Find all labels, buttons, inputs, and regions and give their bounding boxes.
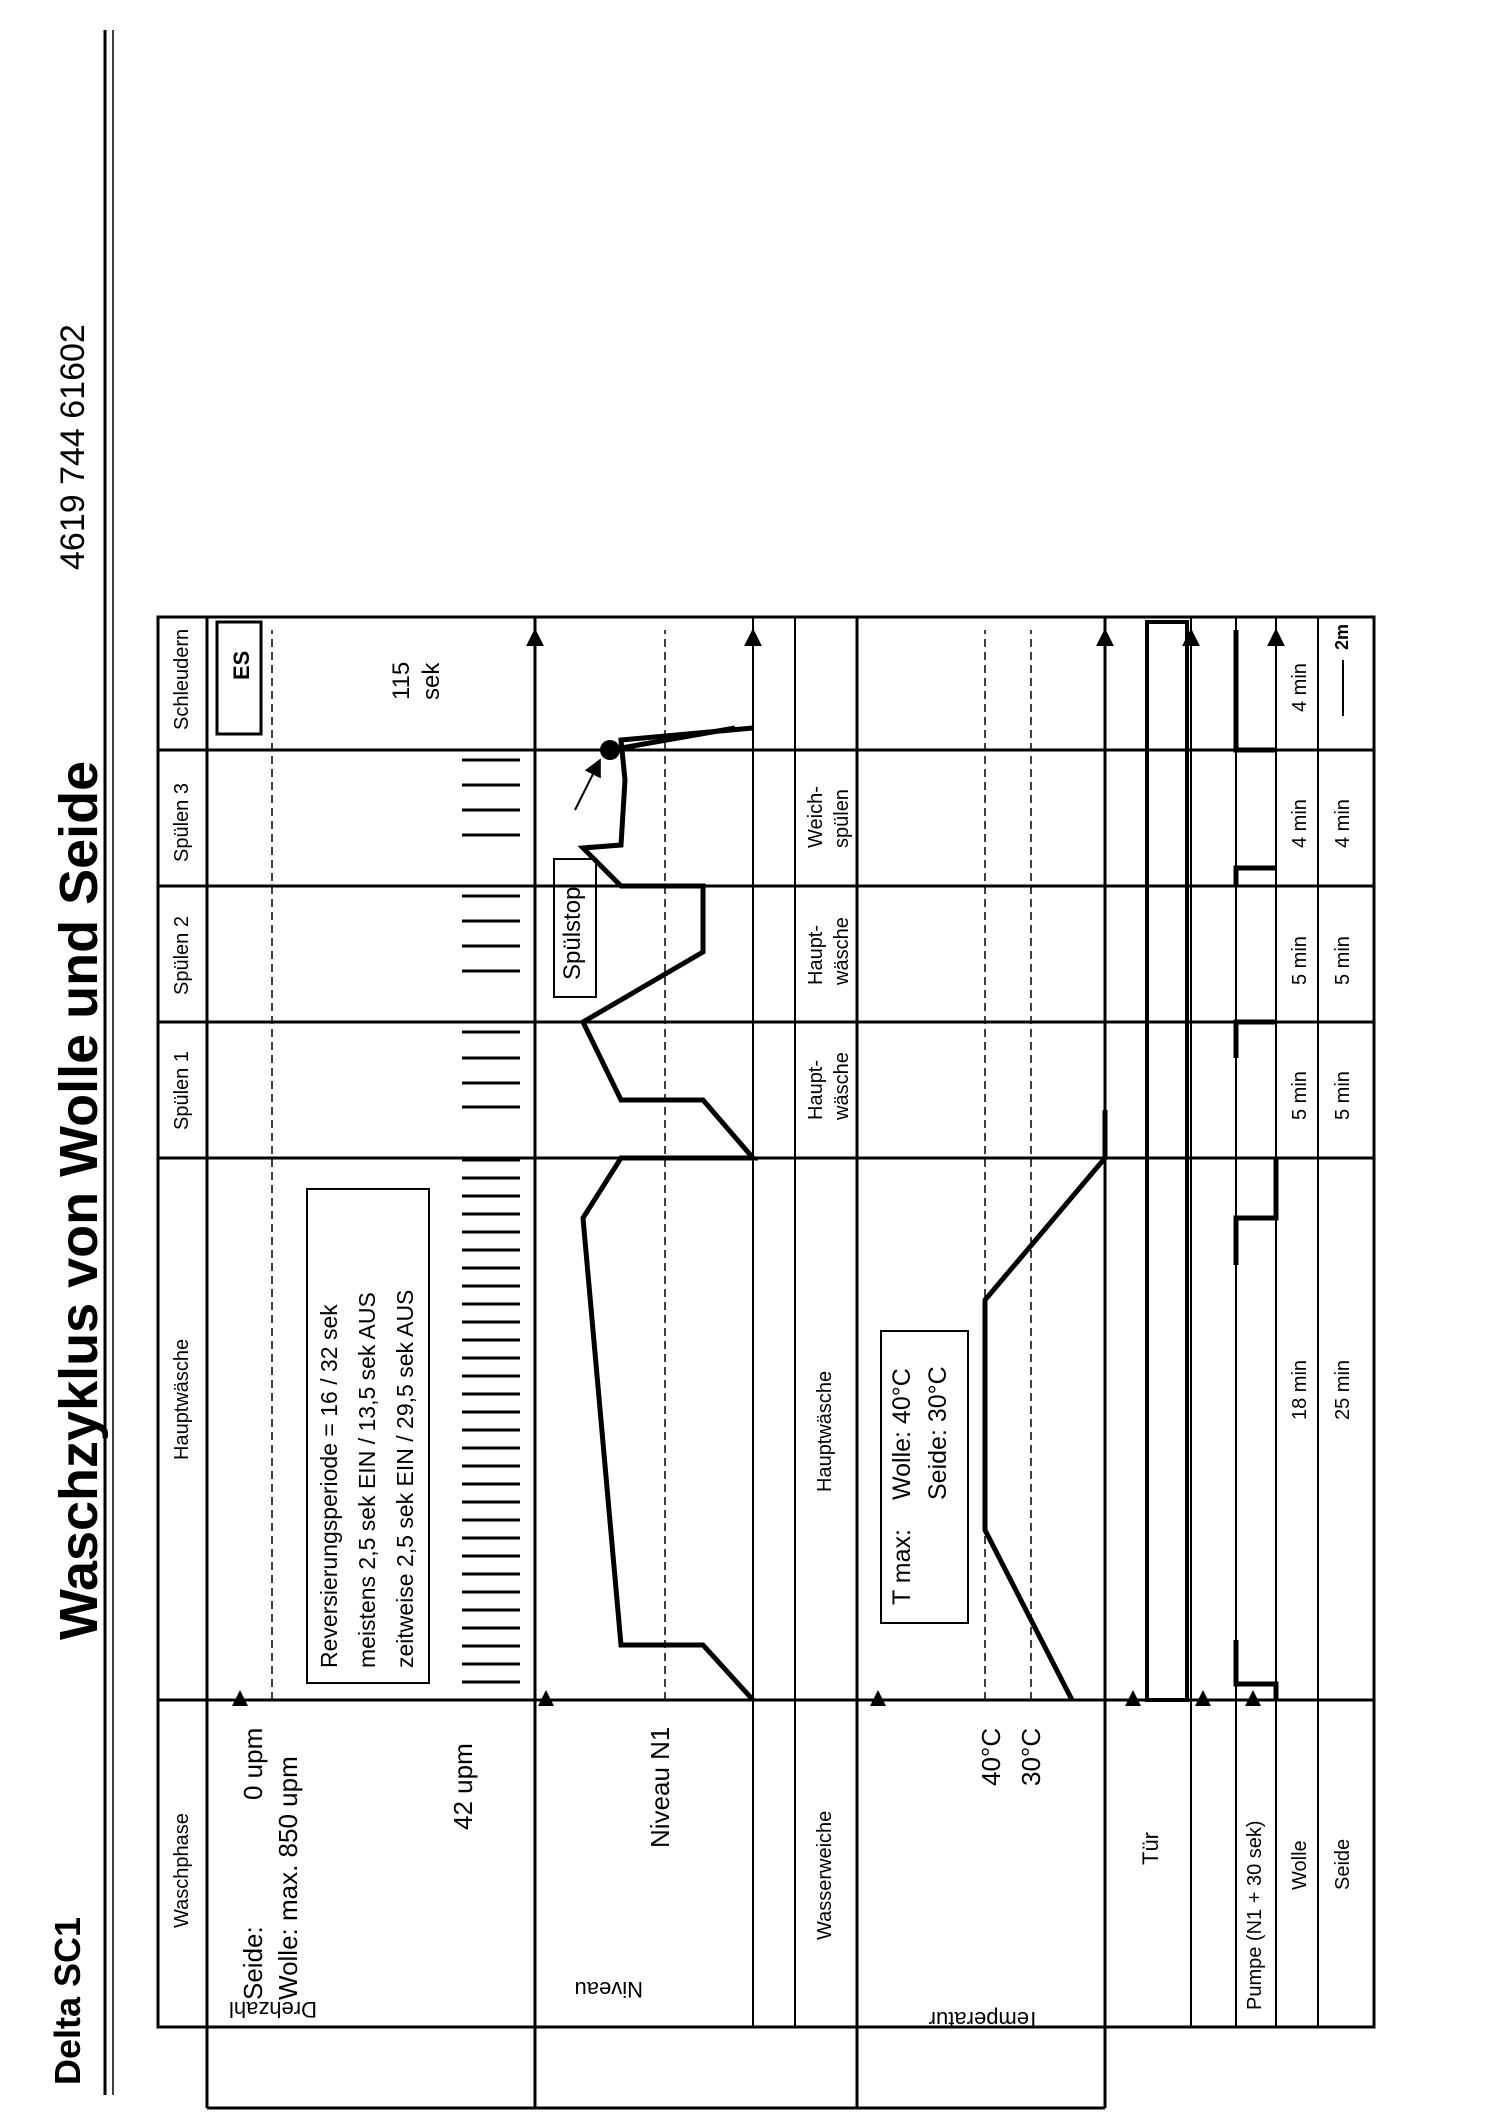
seide-label: Seide: — [238, 1926, 268, 2000]
water-switch-rinse-3: Weich- spülen — [805, 786, 853, 848]
model-label: Delta SC1 — [47, 1916, 88, 2085]
spuelstop-arrow — [575, 760, 600, 810]
phase-main-wash: Hauptwäsche — [171, 1338, 193, 1460]
wolle-speed: Wolle: max. 850 upm — [273, 1756, 303, 2000]
es-label: ES — [229, 650, 254, 680]
reversing-line-3: zeitweise 2,5 sek EIN / 29,5 sek AUS — [392, 1289, 418, 1668]
seide-speed: 0 upm — [238, 1727, 268, 1800]
temperature-curve — [985, 1110, 1105, 1700]
wolle-duration-main: 18 min — [1289, 1359, 1311, 1420]
water-switch-main: Hauptwäsche — [814, 1370, 836, 1492]
document-title: Waschzyklus von Wolle und Seide — [49, 760, 109, 1640]
row-label-niveau: Niveau — [574, 1977, 643, 2002]
water-switch-rinse-2: Haupt- wäsche — [805, 917, 853, 985]
level-curve — [583, 728, 753, 1700]
es-time-value: 115 — [388, 661, 415, 700]
level-n1-label: Niveau N1 — [645, 1726, 675, 1848]
reversing-line-2: meistens 2,5 sek EIN / 13,5 sek AUS — [354, 1292, 380, 1668]
door-line — [1147, 622, 1191, 1700]
wolle-duration-rinse-2: 5 min — [1289, 936, 1311, 985]
seide-spin-arrow-icon — [1342, 660, 1344, 716]
wolle-duration-rinse-1: 5 min — [1289, 1071, 1311, 1120]
spuelstop-label: Spülstop — [559, 886, 586, 980]
pump-label: Pumpe (N1 + 30 sek) — [1244, 1820, 1266, 2010]
seide-duration-rinse-2: 5 min — [1332, 936, 1354, 985]
water-switch-rinse-1: Haupt- wäsche — [805, 1052, 853, 1120]
seide-duration-label: Seide — [1332, 1838, 1354, 1890]
phase-rinse-3: Spülen 3 — [171, 783, 193, 862]
temp-30-label: 30°C — [1016, 1727, 1046, 1786]
tmax-label: T max: — [888, 1529, 916, 1605]
temp-40-label: 40°C — [976, 1727, 1006, 1786]
es-badge — [1218, 620, 1219, 621]
seide-duration-main: 25 min — [1332, 1359, 1354, 1420]
reversing-line-1: Reversierungsperiode = 16 / 32 sek — [316, 1304, 342, 1668]
pump-signal — [1236, 630, 1276, 1700]
tmax-seide: Seide: 30°C — [924, 1366, 952, 1500]
doc-number: 4619 744 61602 — [54, 324, 92, 570]
seide-duration-rinse-1: 5 min — [1332, 1071, 1354, 1120]
wolle-duration-spin: 4 min — [1289, 663, 1311, 712]
phase-column-label: Waschphase — [171, 1813, 193, 1928]
row-label-temperatur: Temperatur — [928, 2007, 1040, 2032]
seide-duration-rinse-3: 4 min — [1332, 799, 1354, 848]
phase-spin: Schleudern — [171, 628, 193, 730]
wolle-duration-label: Wolle — [1289, 1840, 1311, 1890]
tmax-wolle: Wolle: 40°C — [888, 1368, 916, 1500]
phase-rinse-2: Spülen 2 — [171, 916, 193, 995]
row-label-drehzahl: Drehzahl — [228, 1997, 317, 2022]
es-time-unit: sek — [418, 662, 445, 700]
seide-duration-spin: 2m — [1332, 623, 1352, 650]
wolle-duration-rinse-3: 4 min — [1289, 799, 1311, 848]
phase-rinse-1: Spülen 1 — [171, 1051, 193, 1130]
rpm-label: 42 upm — [448, 1743, 478, 1830]
reversing-ticks — [462, 760, 520, 1682]
water-switch-label: Wasserweiche — [814, 1810, 836, 1940]
door-label: Tür — [1138, 1832, 1163, 1865]
